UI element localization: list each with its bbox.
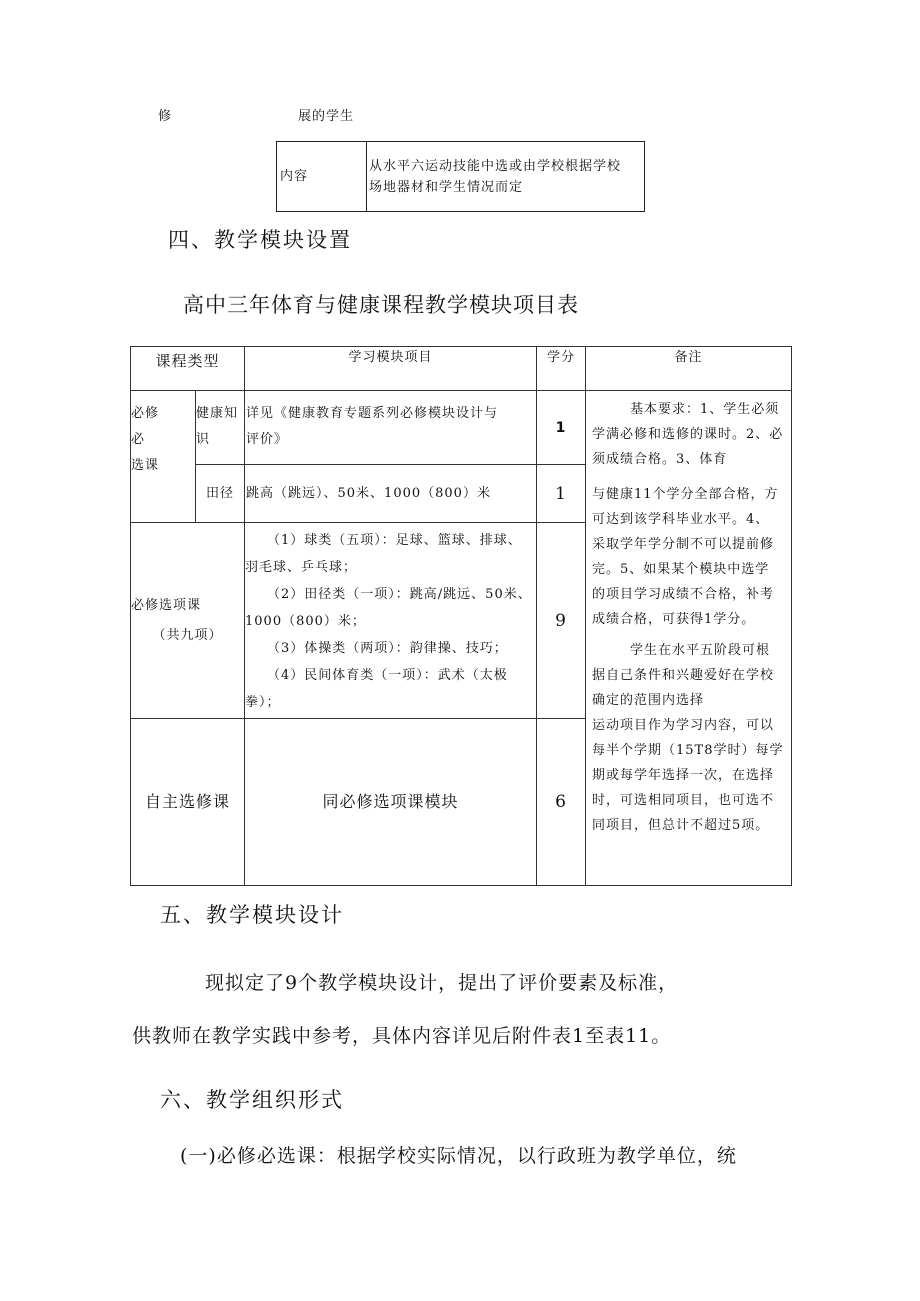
content-label: 内容	[277, 142, 367, 212]
note-line: 时，可选相同项目，也可选不	[592, 793, 775, 808]
top-content-table	[276, 141, 645, 212]
note-line: 运动项目作为学习内容，可以	[592, 718, 775, 733]
section5-para-1: 现拟定了9个教学模块设计，提出了评价要素及标准，	[205, 972, 679, 994]
module-table	[130, 346, 792, 886]
self-elective-item: 同必修选项课模块	[245, 719, 537, 886]
track-name: 田径	[196, 465, 245, 523]
note-line: 每半个学期（15T8学时）每学	[592, 743, 784, 758]
elective-line: 羽毛球、乒乓球；	[245, 560, 358, 575]
note-line: 完。5、如果某个模块中选学	[592, 562, 770, 577]
track-credit: 1	[537, 465, 586, 523]
compulsory-label-cell	[131, 391, 196, 523]
note-line: 与健康11个学分全部合格，方	[592, 487, 779, 502]
track-item: 跳高（跳远）、50米、1000（800）米	[245, 465, 537, 523]
compulsory-label-1: 必修	[131, 406, 160, 421]
elective-line: 拳）；	[245, 695, 281, 710]
note-line: 据自己条件和兴趣爱好在学校	[592, 668, 775, 683]
fragment-left-text: 修	[158, 109, 173, 124]
header-module: 学习模块项目	[245, 347, 537, 391]
note-line: 成绩合格，可获得1学分。	[592, 612, 756, 627]
note-line: 采取学年学分制不可以提前修	[592, 537, 775, 552]
elective-line: （4）民间体育类（一项）：武术（太极	[267, 668, 508, 683]
elective-line: （2）田径类（一项）：跳高/跳远、50米、	[267, 587, 532, 602]
section5-heading: 五、教学模块设计	[160, 903, 344, 927]
notes-cell	[586, 391, 792, 886]
note-line: 学生在水平五阶段可根	[630, 643, 771, 658]
elective-items-cell	[245, 523, 537, 719]
self-elective-label: 自主选修课	[131, 719, 245, 886]
health-credit: 1	[537, 391, 586, 465]
health-name-cell	[196, 391, 245, 465]
elective-line: （3）体操类（两项）：韵律操、技巧；	[267, 641, 508, 656]
health-name-1: 健康知	[196, 406, 239, 421]
note-line: 同项目，但总计不超过5项。	[592, 818, 770, 833]
fragment-right-text: 展的学生	[298, 109, 355, 124]
compulsory-label-3: 选课	[131, 458, 160, 473]
elective-label: 必修选项课	[131, 597, 202, 613]
header-credit: 学分	[537, 347, 586, 391]
note-line: 确定的范围内选择	[592, 693, 705, 708]
note-line: 期或每学年选择一次，在选择	[592, 768, 775, 783]
health-name-2: 识	[196, 432, 211, 447]
content-cell	[367, 142, 645, 212]
content-line-2: 场地器材和学生情况而定	[369, 179, 524, 195]
elective-line: 1000（800）米；	[245, 614, 366, 629]
note-line: 可达到该学科毕业水平。4、	[592, 512, 770, 527]
health-item-1: 详见《健康教育专题系列必修模块设计与	[246, 406, 499, 421]
elective-credit: 9	[537, 523, 586, 719]
elective-line: （1）球类（五项）：足球、篮球、排球、	[267, 533, 522, 548]
elective-label-cell	[131, 523, 245, 719]
section5-para-2: 供教师在教学实践中参考，具体内容详见后附件表1至表11。	[132, 1025, 672, 1047]
note-line: 须成绩合格。3、体育	[592, 452, 728, 467]
note-line: 的项目学习成绩不合格，补考	[592, 587, 775, 602]
section4-heading: 四、教学模块设置	[168, 228, 352, 252]
note-line: 基本要求：1、学生必须	[630, 402, 780, 417]
elective-sublabel: （共九项）	[152, 627, 223, 643]
table-title: 高中三年体育与健康课程教学模块项目表	[183, 293, 579, 317]
section6-heading: 六、教学组织形式	[160, 1088, 344, 1112]
note-line: 学满必修和选修的课时。2、必	[592, 427, 784, 442]
content-line-1: 从水平六运动技能中选或由学校根据学校	[369, 158, 622, 174]
compulsory-label-2: 必	[131, 432, 146, 447]
header-type: 课程类型	[131, 347, 245, 391]
section6-para-1: (一)必修必选课：根据学校实际情况，以行政班为教学单位，统	[180, 1145, 737, 1167]
health-item-2: 评价》	[246, 432, 289, 447]
self-elective-credit: 6	[537, 719, 586, 886]
header-note: 备注	[586, 347, 792, 391]
health-item-cell	[245, 391, 537, 465]
